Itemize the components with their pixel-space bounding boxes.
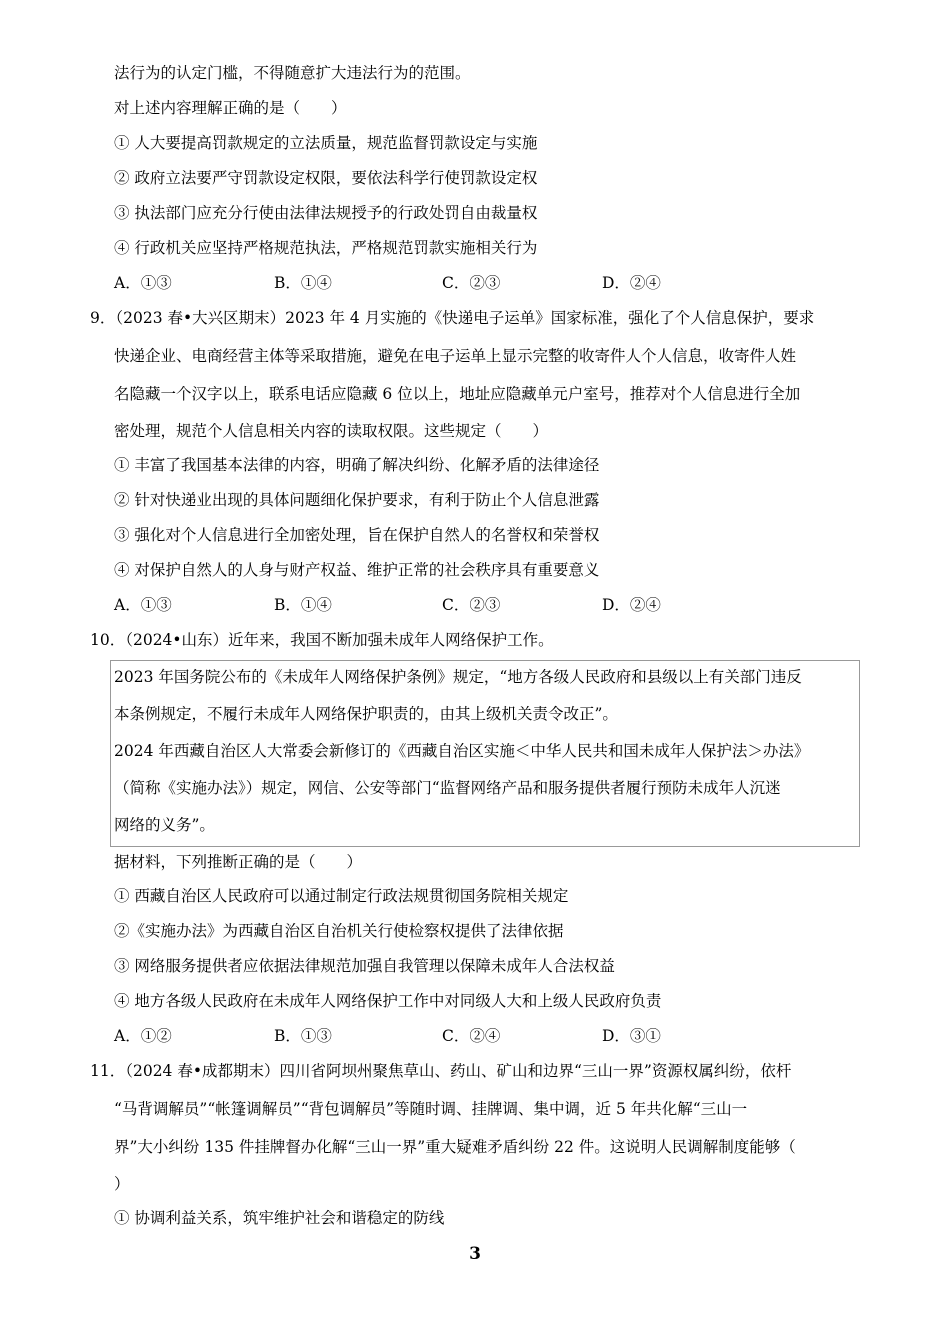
q10-option-d[interactable]: D．③① xyxy=(602,1027,661,1045)
q8-item-1: ① 人大要提高罚款规定的立法质量，规范监督罚款设定与实施 xyxy=(114,134,538,152)
q9-options xyxy=(114,595,714,615)
q9-stem-line-1: 9．（2023 春•大兴区期末）2023 年 4 月实施的《快递电子运单》国家标准，强化了个人信息保护，要求 xyxy=(90,309,815,327)
q9-option-c[interactable]: C．②③ xyxy=(442,596,501,614)
q8-item-2: ② 政府立法要严守罚款设定权限，要依法科学行使罚款设定权 xyxy=(114,169,538,187)
q10-material-line-2: 本条例规定，不履行未成年人网络保护职责的，由其上级机关责令改正”。 xyxy=(114,705,618,723)
q9-item-3: ③ 强化对个人信息进行全加密处理，旨在保护自然人的名誉权和荣誉权 xyxy=(114,526,600,544)
q10-material-line-1: 2023 年国务院公布的《未成年人网络保护条例》规定，“地方各级人民政府和县级以上有关部门违反 xyxy=(114,668,802,686)
q9-item-2: ② 针对快递业出现的具体问题细化保护要求，有利于防止个人信息泄露 xyxy=(114,491,600,509)
q11-item-1: ① 协调利益关系，筑牢维护社会和谐稳定的防线 xyxy=(114,1209,445,1227)
q10-material-line-5: 网络的义务”。 xyxy=(114,816,215,834)
q10-item-1: ① 西藏自治区人民政府可以通过制定行政法规贯彻国务院相关规定 xyxy=(114,887,569,905)
q8-item-4: ④ 行政机关应坚持严格规范执法，严格规范罚款实施相关行为 xyxy=(114,239,538,257)
q9-stem-line-4: 密处理，规范个人信息相关内容的读取权限。这些规定（ ） xyxy=(114,422,549,440)
q8-question: 对上述内容理解正确的是（ ） xyxy=(114,99,347,117)
q11-stem-line-4: ） xyxy=(114,1175,130,1193)
q11-stem-line-2: “马背调解员”“帐篷调解员”“背包调解员”等随时调、挂牌调、集中调，近 5 年共化解“三山一 xyxy=(114,1100,748,1118)
q8-option-c[interactable]: C．②③ xyxy=(442,274,501,292)
q9-option-b[interactable]: B．①④ xyxy=(274,596,332,614)
q9-item-4: ④ 对保护自然人的人身与财产权益、维护正常的社会秩序具有重要意义 xyxy=(114,561,600,579)
q10-item-3: ③ 网络服务提供者应依据法律规范加强自我管理以保障未成年人合法权益 xyxy=(114,957,615,975)
q9-option-d[interactable]: D．②④ xyxy=(602,596,661,614)
q10-question: 据材料，下列推断正确的是（ ） xyxy=(114,853,363,871)
page-number: 3 xyxy=(469,1244,481,1264)
q9-stem-line-3: 名隐藏一个汉字以上，联系电话应隐藏 6 位以上，地址应隐藏单元户室号，推荐对个人信息进行全加 xyxy=(114,385,801,403)
q10-item-2: ②《实施办法》为西藏自治区自治机关行使检察权提供了法律依据 xyxy=(114,922,564,940)
q9-option-a[interactable]: A．①③ xyxy=(114,596,172,614)
q10-option-b[interactable]: B．①③ xyxy=(274,1027,332,1045)
q8-option-b[interactable]: B．①④ xyxy=(274,274,332,292)
q8-option-d[interactable]: D．②④ xyxy=(602,274,661,292)
q9-stem-line-2: 快递企业、电商经营主体等采取措施，避免在电子运单上显示完整的收寄件人个人信息，收寄件人姓 xyxy=(114,347,797,365)
q8-stem-tail: 法行为的认定门槛，不得随意扩大违法行为的范围。 xyxy=(114,64,471,82)
q8-item-3: ③ 执法部门应充分行使由法律法规授予的行政处罚自由裁量权 xyxy=(114,204,538,222)
q10-option-c[interactable]: C．②④ xyxy=(442,1027,501,1045)
q10-material-line-3: 2024 年西藏自治区人大常委会新修订的《西藏自治区实施＜中华人民共和国未成年人保护法＞办法》 xyxy=(114,742,810,760)
q11-stem-line-1: 11．（2024 春•成都期末）四川省阿坝州聚焦草山、药山、矿山和边界“三山一界”资源权属纠纷，依杆 xyxy=(90,1062,792,1080)
q9-item-1: ① 丰富了我国基本法律的内容，明确了解决纠纷、化解矛盾的法律途径 xyxy=(114,456,600,474)
q10-option-a[interactable]: A．①② xyxy=(114,1027,172,1045)
q10-options xyxy=(114,1026,714,1046)
q10-item-4: ④ 地方各级人民政府在未成年人网络保护工作中对同级人大和上级人民政府负责 xyxy=(114,992,662,1010)
q8-options xyxy=(114,273,714,293)
q11-stem-line-3: 界”大小纠纷 135 件挂牌督办化解“三山一界”重大疑难矛盾纠纷 22 件。这说明人民调解制度能够（ xyxy=(114,1138,796,1156)
q10-material-line-4: （简称《实施办法》）规定，网信、公安等部门“监督网络产品和服务提供者履行预防未成年人沉迷 xyxy=(114,779,781,797)
q10-stem: 10．（2024•山东）近年来，我国不断加强未成年人网络保护工作。 xyxy=(90,631,554,649)
q8-option-a[interactable]: A．①③ xyxy=(114,274,172,292)
